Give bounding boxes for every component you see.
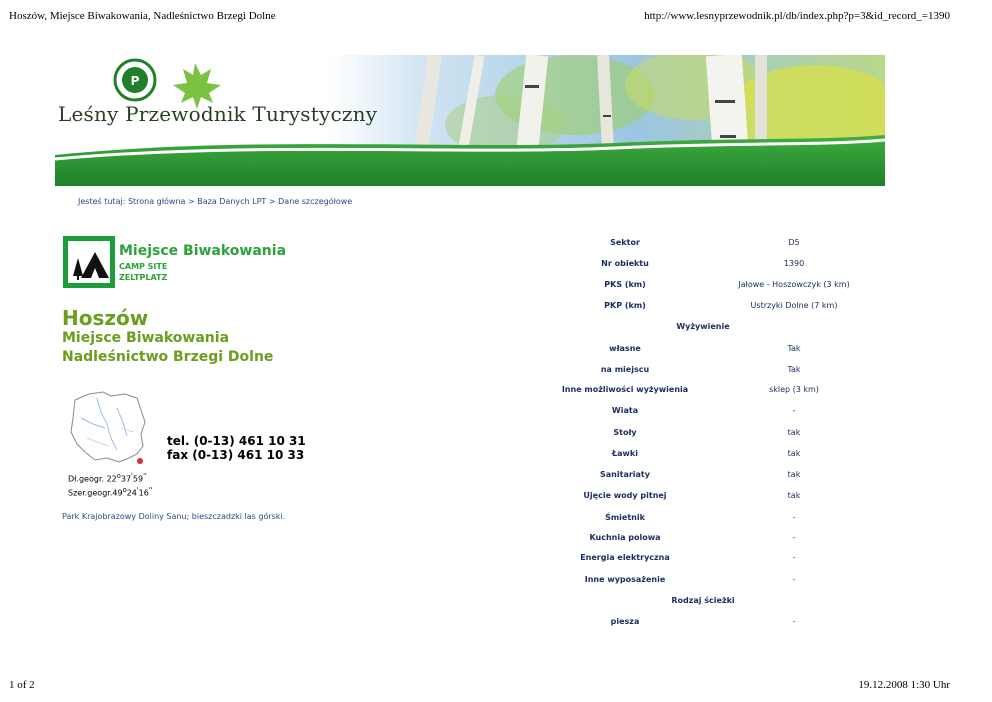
banner-title: Leśny Przewodnik Turystyczny (58, 102, 378, 126)
print-footer (9, 679, 950, 695)
category-subtitle-en: CAMP SITE (119, 262, 168, 271)
print-page-number: 1 of 2 (9, 679, 35, 691)
print-title: Hoszów, Miejsce Biwakowania, Nadleśnictwo Brzegi Dolne (9, 10, 276, 22)
detail-row: Kuchnia polowa - (589, 533, 796, 542)
section-heading-path: Rodzaj ścieżki (671, 596, 735, 605)
breadcrumb-item-details: Dane szczegółowe (278, 197, 353, 206)
detail-row: Inne możliwości wyżywienia sklep (3 km) (561, 385, 819, 394)
print-datetime: 19.12.2008 1:30 Uhr (858, 679, 950, 691)
detail-row: piesza - (610, 617, 796, 626)
detail-row: Inne wyposażenie - (584, 575, 796, 584)
detail-row: Stoły tak (613, 428, 801, 437)
place-type: Miejsce Biwakowania (62, 330, 230, 346)
svg-text:P: P (130, 74, 140, 88)
place-name: Hoszów (62, 306, 149, 330)
detail-row: Śmietnik - (605, 513, 796, 522)
detail-row: na miejscu Tak (600, 365, 801, 374)
detail-row: Nr obiektu 1390 (601, 259, 805, 268)
site-banner (55, 55, 885, 186)
detail-row: Wiata - (611, 406, 796, 415)
breadcrumb-prefix: Jesteś tutaj: (78, 197, 126, 206)
print-header (9, 10, 950, 26)
detail-row: własne Tak (609, 344, 801, 353)
breadcrumb-item-home[interactable]: Strona główna (127, 197, 186, 206)
place-district: Nadleśnictwo Brzegi Dolne (62, 349, 274, 365)
detail-row: Ujęcie wody pitnej tak (583, 491, 801, 500)
coord-latitude: Szer.geogr.49$^o$24'16'' (68, 486, 153, 498)
contact-tel: tel. (0-13) 461 10 31 (167, 434, 306, 448)
category-subtitle-de: ZELTPLATZ (119, 273, 168, 282)
detail-row: Energia elektryczna - (580, 553, 796, 562)
contact-fax: fax (0-13) 461 10 33 (167, 448, 305, 462)
detail-row: PKS (km) Jałowe - Hoszowczyk (3 km) (604, 280, 850, 289)
detail-row: PKP (km) Ustrzyki Dolne (7 km) (604, 301, 838, 310)
breadcrumb-separator: > (268, 197, 276, 206)
category-title: Miejsce Biwakowania (119, 243, 287, 259)
breadcrumb-separator: > (187, 197, 195, 206)
coord-longitude: Dł.geogr. 22$^o$37'59'' (68, 472, 147, 484)
tent-icon (63, 236, 115, 288)
location-marker-icon (137, 458, 143, 464)
detail-row: Sektor D5 (610, 238, 800, 247)
detail-row: Ławki tak (612, 449, 801, 458)
poland-map (67, 388, 149, 466)
detail-row: Sanitariaty tak (600, 470, 801, 479)
breadcrumb-item-database[interactable]: Baza Danych LPT (197, 197, 267, 206)
breadcrumb (78, 197, 352, 206)
section-heading-food: Wyżywienie (676, 322, 730, 331)
print-url: http://www.lesnyprzewodnik.pl/db/index.php?p=3&id_record_=1390 (644, 10, 950, 22)
place-description: Park Krajobrazowy Doliny Sanu; bieszczadzki las górski. (62, 512, 286, 521)
